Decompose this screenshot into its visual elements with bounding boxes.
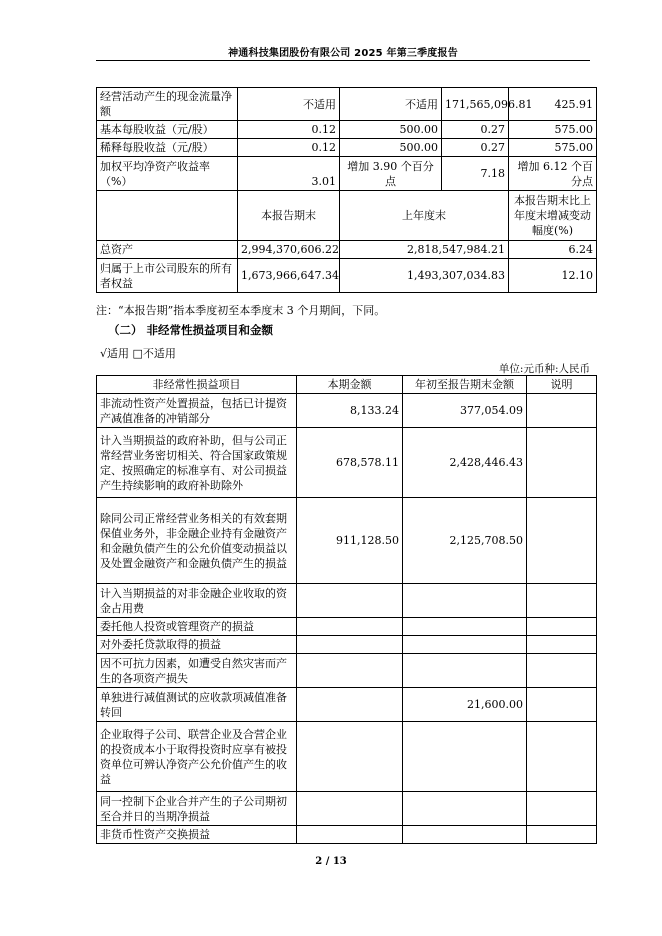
column-header: 上年度末 (340, 191, 509, 241)
current-amount: 911,128.50 (297, 498, 403, 584)
current-amount (297, 584, 403, 618)
remark (527, 654, 597, 688)
current-amount: 8,133.24 (297, 394, 403, 428)
section-title: （二） 非经常性损益项目和金额 (108, 323, 274, 337)
table-row (97, 88, 597, 121)
current-amount (297, 618, 403, 636)
row-label: 加权平均净资产收益率（%） (97, 157, 238, 191)
remark (527, 584, 597, 618)
cell-value: 不适用 (238, 88, 340, 121)
table-note: 注：“本报告期”指本季度初至本季度末 3 个月期间，下同。 (96, 304, 386, 317)
current-amount: 678,578.11 (297, 428, 403, 498)
current-amount (297, 654, 403, 688)
cell-value: 0.12 (238, 121, 340, 139)
ytd-amount (403, 618, 527, 636)
table-row (97, 139, 597, 157)
item-label: 单独进行减值测试的应收款项减值准备转回 (97, 688, 297, 722)
item-label: 除同公司正常经营业务相关的有效套期保值业务外，非金融企业持有金融资产和金融负债产生的公允价值变动损益以及处置金融资产和金融负债产生的损益 (97, 498, 297, 584)
cell-value: 0.12 (238, 139, 340, 157)
cell-value: 171,565,096.81 (442, 88, 509, 121)
row-label: 基本每股收益（元/股） (97, 121, 238, 139)
cell-value: 500.00 (340, 139, 442, 157)
table-row (97, 654, 597, 688)
ytd-amount (403, 722, 527, 792)
row-label: 总资产 (97, 241, 238, 259)
item-label: 企业取得子公司、联营企业及合营企业的投资成本小于取得投资时应享有被投资单位可辨认净资产公允价值产生的收益 (97, 722, 297, 792)
cell-value: 0.27 (442, 121, 509, 139)
cell-value: 425.91 (509, 88, 597, 121)
remark (527, 428, 597, 498)
page-header-title: 神通科技集团股份有限公司 2025 年第三季度报告 (228, 48, 458, 59)
item-label: 委托他人投资或管理资产的损益 (97, 618, 297, 636)
table-row (97, 241, 597, 259)
table-row (97, 121, 597, 139)
ytd-amount (403, 792, 527, 826)
item-label: 对外委托贷款取得的损益 (97, 636, 297, 654)
ytd-amount: 377,054.09 (403, 394, 527, 428)
applicability-indicator: √适用 □不适用 (100, 347, 176, 360)
column-header: 本报告期末 (238, 191, 340, 241)
column-header: 非经常性损益项目 (97, 376, 297, 394)
current-amount (297, 688, 403, 722)
current-amount (297, 636, 403, 654)
remark (527, 618, 597, 636)
current-amount (297, 722, 403, 792)
table-row (97, 584, 597, 618)
column-header: 说明 (527, 376, 597, 394)
item-label: 非流动性资产处置损益，包括已计提资产减值准备的冲销部分 (97, 394, 297, 428)
ytd-amount (403, 584, 527, 618)
table-row (97, 394, 597, 428)
item-label: 同一控制下企业合并产生的子公司期初至合并日的当期净损益 (97, 792, 297, 826)
table-header-row (97, 376, 597, 394)
table-row (97, 618, 597, 636)
cell-value: 575.00 (509, 121, 597, 139)
ytd-amount (403, 636, 527, 654)
remark (527, 688, 597, 722)
row-label: 稀释每股收益（元/股） (97, 139, 238, 157)
remark (527, 792, 597, 826)
cell-value: 7.18 (442, 157, 509, 191)
cell-value: 2,994,370,606.22 (238, 241, 340, 259)
table-subheader-row (97, 191, 597, 241)
header-divider (96, 60, 590, 61)
table-row (97, 259, 597, 293)
table-row (97, 792, 597, 826)
column-header: 本报告期末比上年度末增减变动幅度(%) (509, 191, 597, 241)
cell-value: 6.24 (509, 241, 597, 259)
current-amount (297, 792, 403, 826)
ytd-amount: 2,428,446.43 (403, 428, 527, 498)
current-amount (297, 826, 403, 844)
table-row (97, 498, 597, 584)
table-row (97, 722, 597, 792)
cell-value: 575.00 (509, 139, 597, 157)
table-row (97, 428, 597, 498)
cell-value: 增加 6.12 个百分点 (509, 157, 597, 191)
table-row (97, 157, 597, 191)
column-header: 年初至报告期末金额 (403, 376, 527, 394)
table-row (97, 636, 597, 654)
remark (527, 826, 597, 844)
cell-value: 500.00 (340, 121, 442, 139)
column-header: 本期金额 (297, 376, 403, 394)
ytd-amount (403, 654, 527, 688)
cell-value: 12.10 (509, 259, 597, 293)
cell-value: 0.27 (442, 139, 509, 157)
remark (527, 636, 597, 654)
item-label: 计入当期损益的政府补助，但与公司正常经营业务密切相关、符合国家政策规定、按照确定的标准享有、对公司损益产生持续影响的政府补助除外 (97, 428, 297, 498)
item-label: 计入当期损益的对非金融企业收取的资金占用费 (97, 584, 297, 618)
item-label: 因不可抗力因素，如遭受自然灾害而产生的各项资产损失 (97, 654, 297, 688)
currency-unit: 单位:元币种:人民币 (498, 363, 590, 375)
row-label: 归属于上市公司股东的所有者权益 (97, 259, 238, 293)
ytd-amount: 21,600.00 (403, 688, 527, 722)
non-recurring-items-table (96, 375, 597, 844)
cell-value: 1,673,966,647.34 (238, 259, 340, 293)
table-row (97, 826, 597, 844)
remark (527, 722, 597, 792)
table-row (97, 688, 597, 722)
cell-value: 3.01 (238, 157, 340, 191)
financial-indicators-table (96, 87, 597, 293)
page-number: 2 / 13 (315, 856, 347, 867)
ytd-amount: 2,125,708.50 (403, 498, 527, 584)
row-label: 经营活动产生的现金流量净额 (97, 88, 238, 121)
item-label: 非货币性资产交换损益 (97, 826, 297, 844)
remark (527, 394, 597, 428)
remark (527, 498, 597, 584)
cell-value: 不适用 (340, 88, 442, 121)
cell-value: 1,493,307,034.83 (340, 259, 509, 293)
cell-value: 增加 3.90 个百分点 (340, 157, 442, 191)
cell-value: 2,818,547,984.21 (340, 241, 509, 259)
ytd-amount (403, 826, 527, 844)
empty-cell (97, 191, 238, 241)
